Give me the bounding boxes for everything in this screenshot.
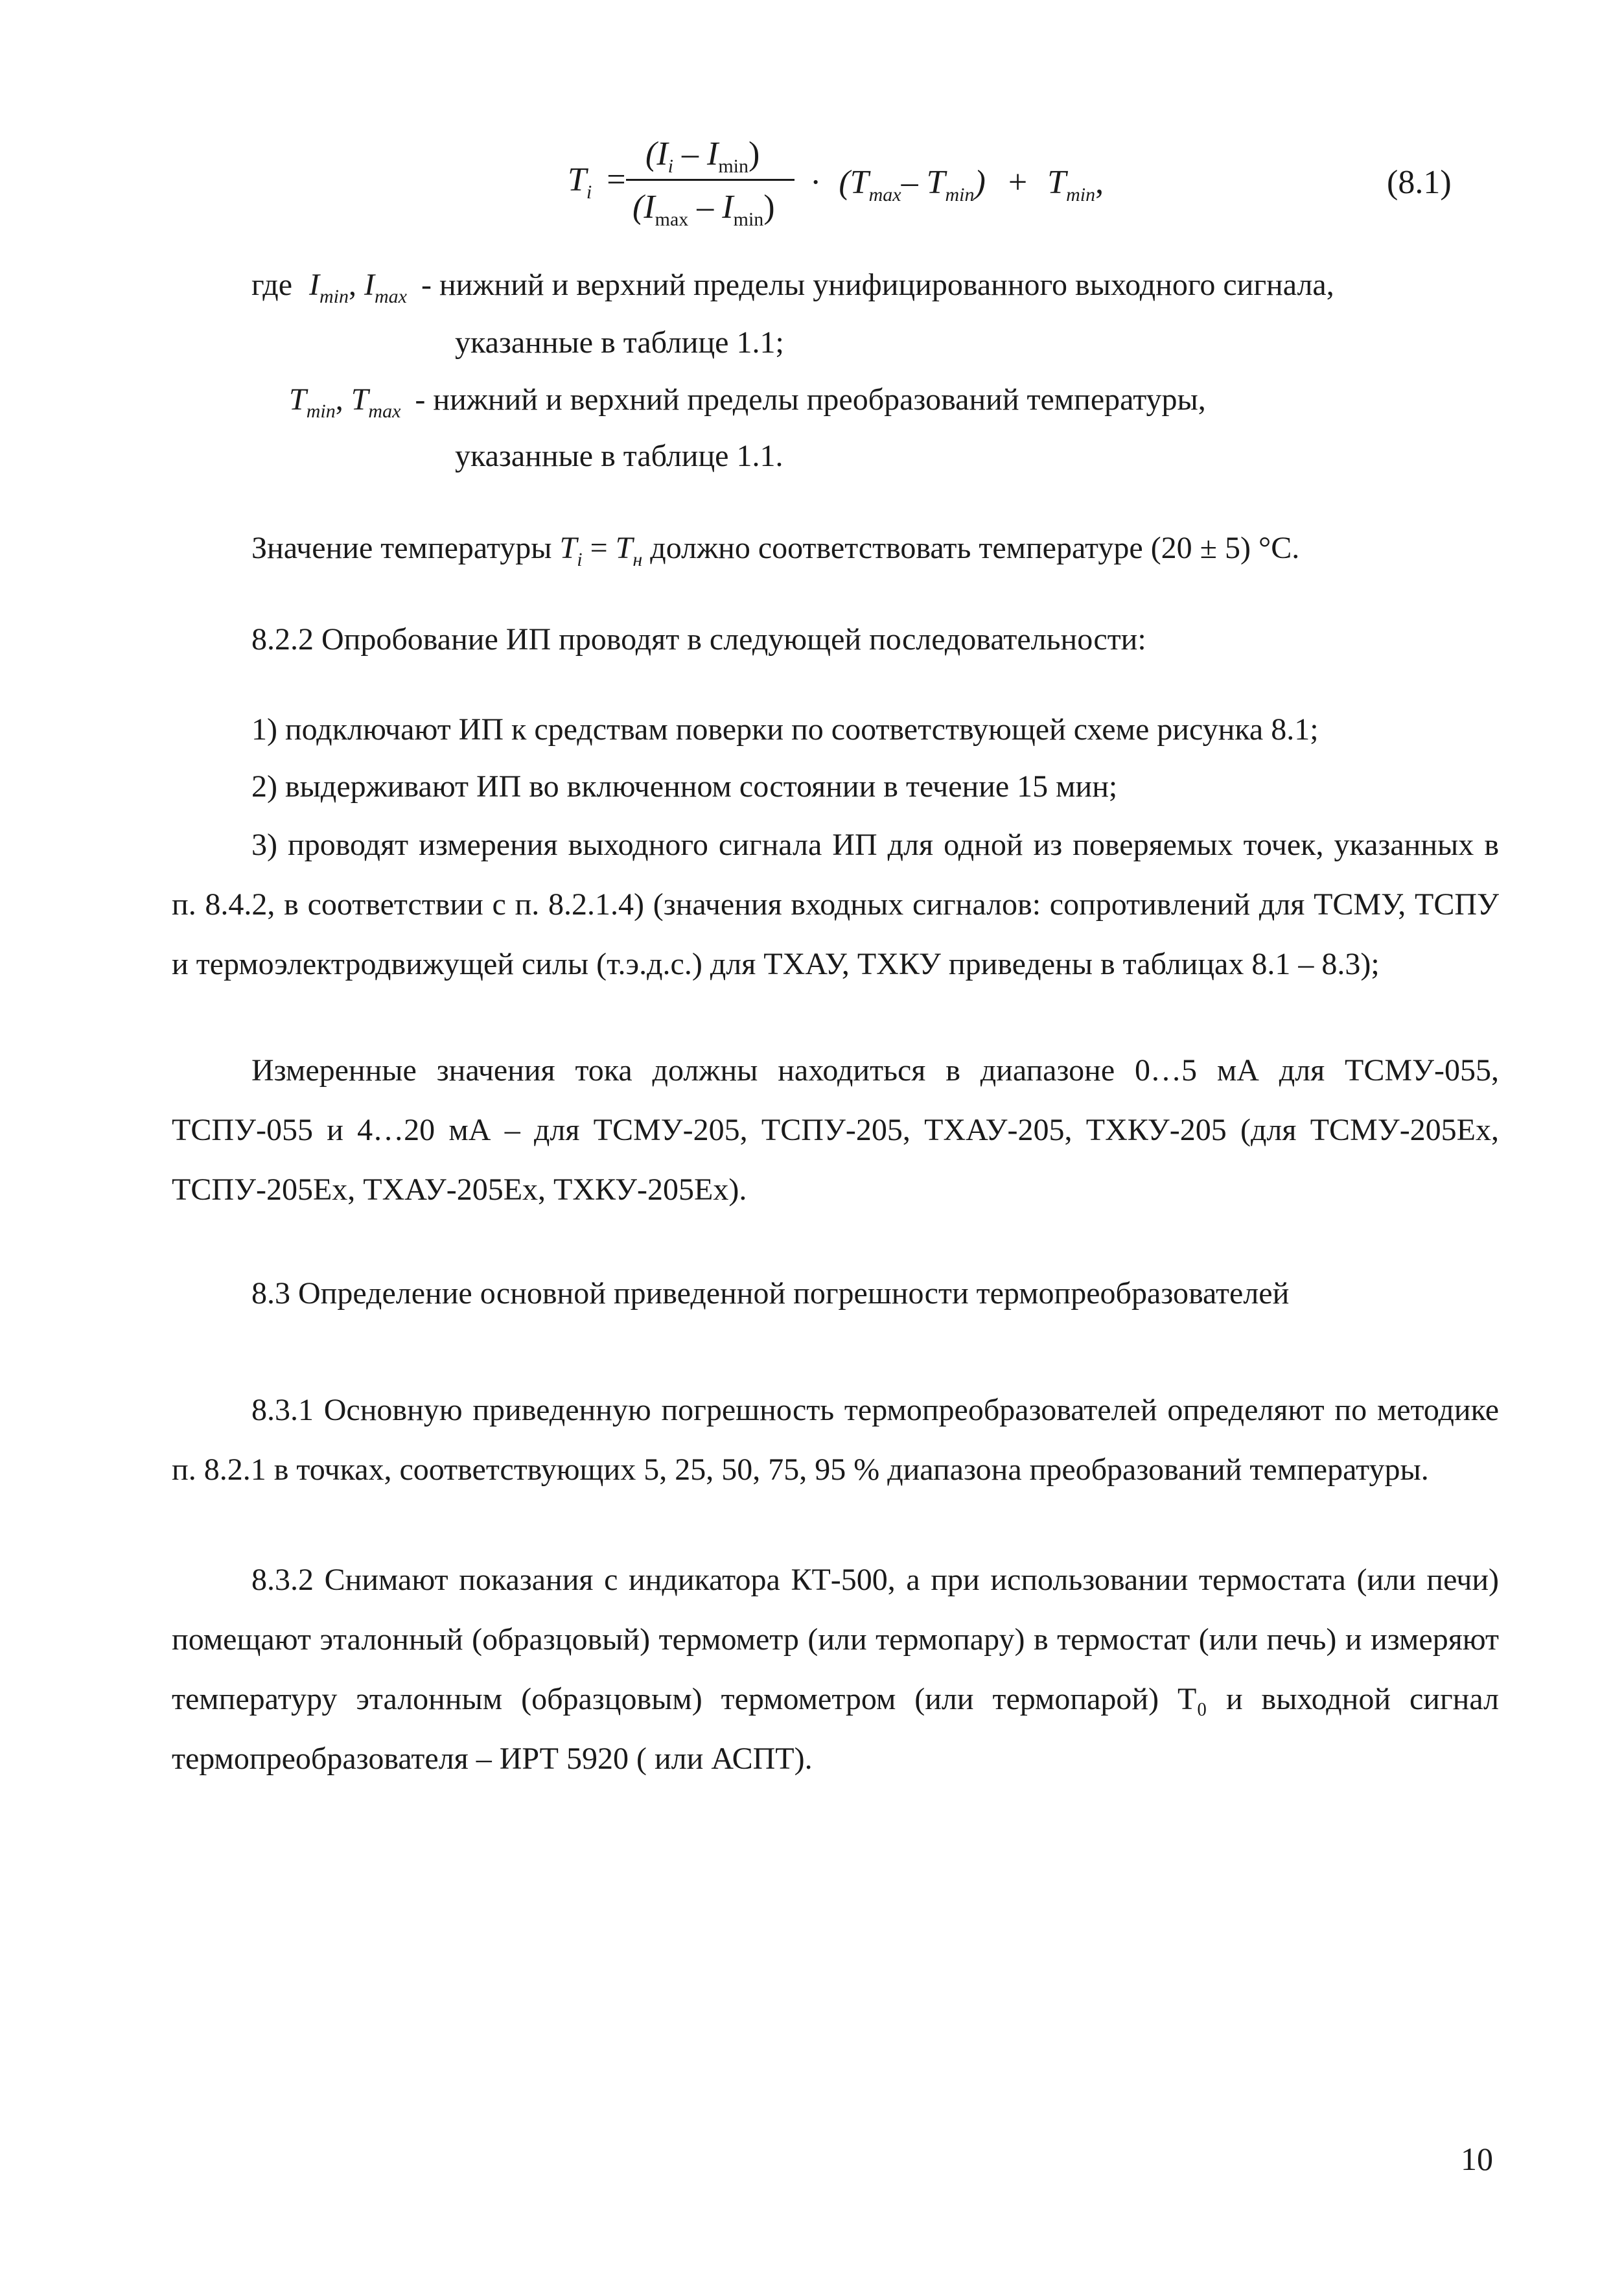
measured-current-range: Измеренные значения тока должны находиться в диапазоне 0…5 мА для ТСМУ-055, ТСПУ-055 и 4…20 мА – для ТСМУ-205, ТСПУ-205, ТХАУ-205, ТХКУ-205 (для ТСМУ-205Ех, ТСПУ-205Ех, ТХАУ-205Ех, ТХКУ-205Ех). xyxy=(172,1053,1499,1207)
where-line-3: $T_{min}$, $T_{max}$ - нижний и верхний пределы преобразований температуры, xyxy=(289,382,1206,422)
where-line-1: где $I_{min}$, $I_{max}$ - нижний и верхний пределы унифицированного выходного сигнала, xyxy=(251,268,1334,307)
where-line-2: указанные в таблице 1.1; xyxy=(455,325,784,360)
section-8-2-2-title: 8.2.2 Опробование ИП проводят в следующей последовательности: xyxy=(251,622,1146,657)
formula-lhs-symbol: T xyxy=(568,161,586,198)
where-line-4: указанные в таблице 1.1. xyxy=(455,439,783,473)
formula-lhs xyxy=(568,161,626,204)
page-number: 10 xyxy=(1461,2141,1493,2177)
formula-equals: = xyxy=(607,161,626,198)
step-2: 2) выдерживают ИП во включенном состоянии в течение 15 мин; xyxy=(251,769,1118,804)
formula-tail: · ($T_{max}-$ $T_{min}) + T_{min}$, xyxy=(810,164,1104,205)
section-8-3-title: 8.3 Определение основной приведенной погрешности термопреобразователей xyxy=(251,1276,1290,1311)
step-1: 1) подключают ИП к средствам поверки по соответствующей схеме рисунка 8.1; xyxy=(251,712,1319,747)
where-lead: где xyxy=(251,268,293,302)
formula-number: (8.1) xyxy=(1387,164,1452,201)
section-8-3-2: 8.3.2 Снимают показания с индикатора КТ-500, а при использовании термостата (или печи) помещают эталонный (образцовый) термометр (или термопару) в термостат (или печь) и измеряют температуру эталонным (образцовым) термометром (или термопарой) Т₀ и выходной сигнал термопреобразователя – ИРТ 5920 ( или АСПТ). xyxy=(172,1563,1499,1776)
formula-numerator: $(I_i - I_{min})$ xyxy=(645,135,760,177)
temperature-condition: Значение температуры $T_i = T_н$ должно соответствовать температуре (20 ± 5) °С. xyxy=(251,531,1300,570)
where-t-desc: - нижний и верхний пределы преобразований температуры, xyxy=(415,382,1206,417)
fraction-bar xyxy=(626,179,795,181)
formula-denominator: $(I_{max} - I_{min})$ xyxy=(632,189,775,230)
formula-lhs-subscript: i xyxy=(586,181,592,203)
step-3: 3) проводят измерения выходного сигнала ИП для одной из поверяемых точек, указанных в п. 8.4.2, в соответствии с п. 8.2.1.4) (значения входных сигналов: сопротивлений для ТСМУ, ТСПУ и термоэлектродвижущей силы (т.э.д.с.) для ТХАУ, ТХКУ приведены в таблицах 8.1 – 8.3); xyxy=(172,828,1499,981)
where-i-desc: - нижний и верхний пределы унифицированного выходного сигнала, xyxy=(421,268,1334,302)
section-8-3-1: 8.3.1 Основную приведенную погрешность термопреобразователей определяют по методике п. 8.2.1 в точках, соответствующих 5, 25, 50, 75, 95 % диапазона преобразований температуры. xyxy=(172,1393,1499,1487)
